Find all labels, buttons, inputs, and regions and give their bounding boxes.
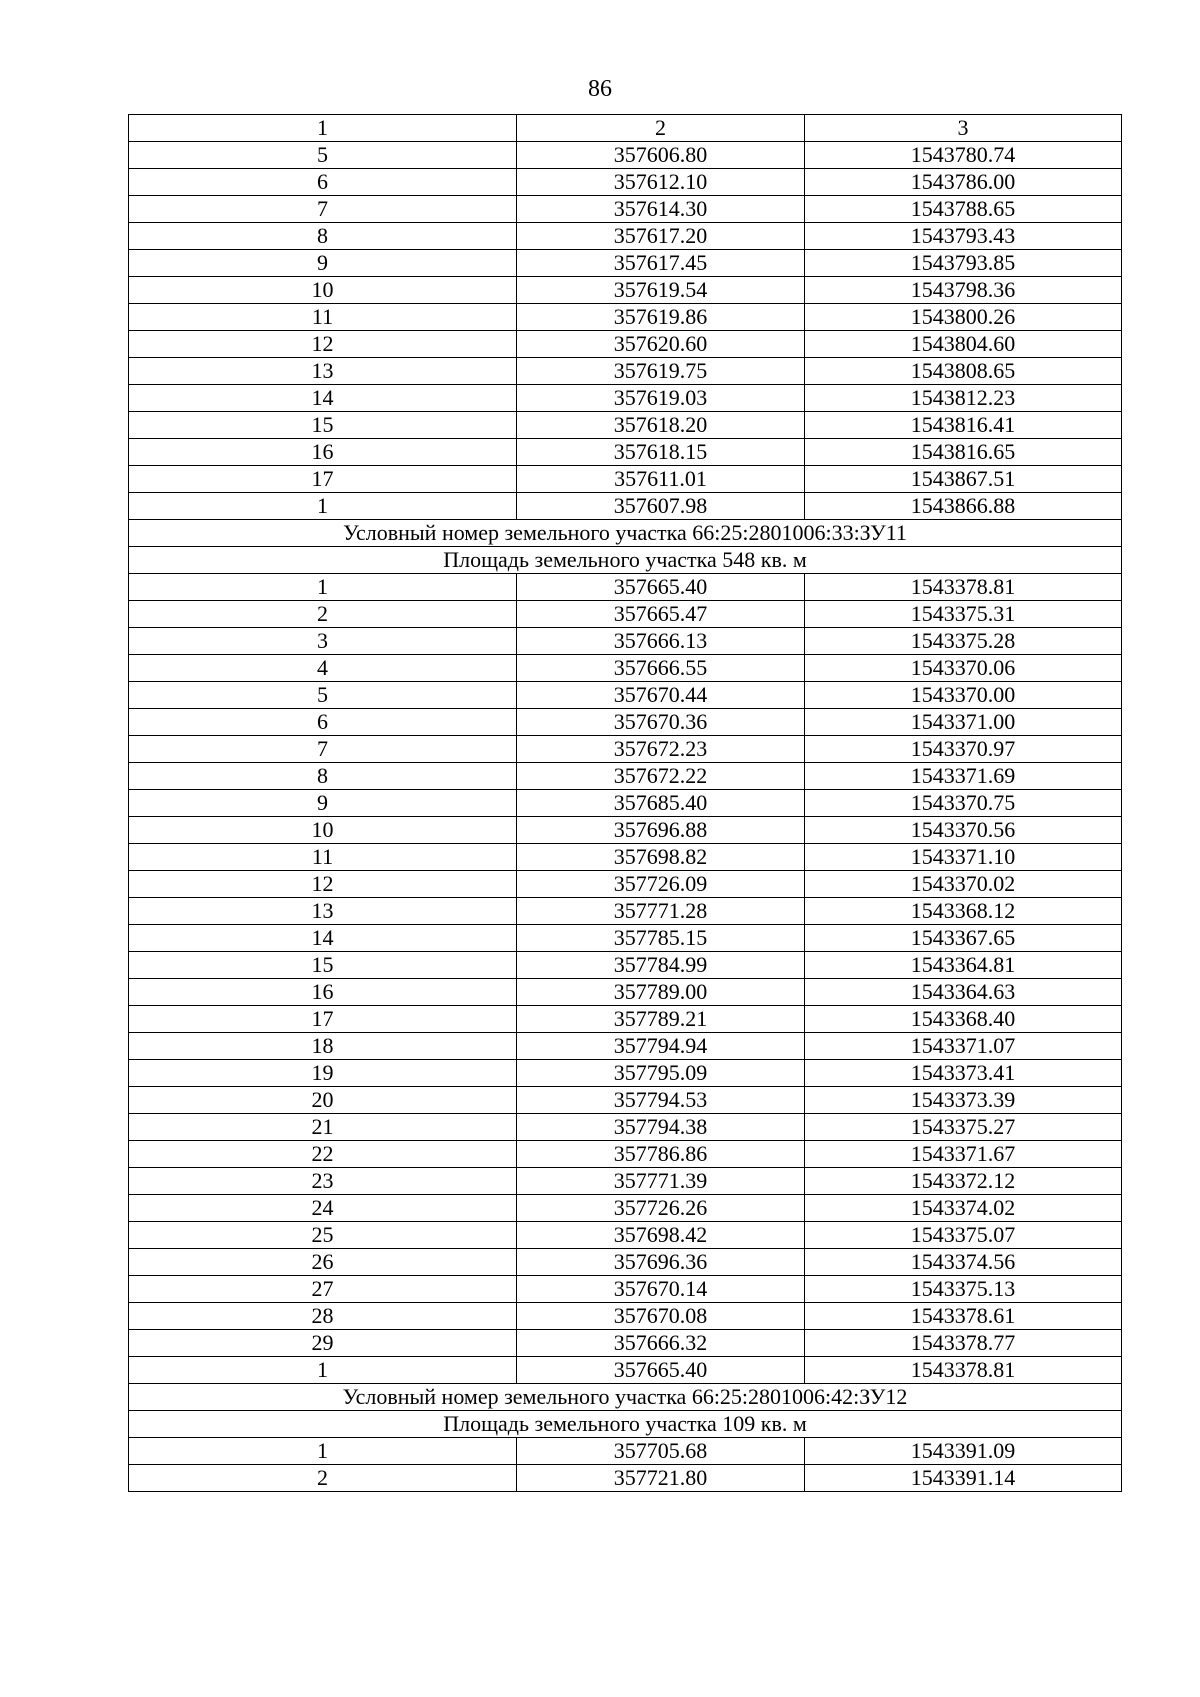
point-number-cell: 24: [129, 1195, 517, 1222]
y-coordinate-cell: 1543371.07: [805, 1033, 1122, 1060]
table-row: [129, 574, 1122, 601]
table-row: [129, 1087, 1122, 1114]
y-coordinate-cell: 1543793.43: [805, 223, 1122, 250]
table-row: [129, 358, 1122, 385]
table-row: [129, 142, 1122, 169]
x-coordinate-cell: 357607.98: [517, 493, 805, 520]
y-coordinate-cell: 1543786.00: [805, 169, 1122, 196]
point-number-cell: 26: [129, 1249, 517, 1276]
y-coordinate-cell: 1543370.75: [805, 790, 1122, 817]
y-coordinate-cell: 1543371.10: [805, 844, 1122, 871]
x-coordinate-cell: 357619.86: [517, 304, 805, 331]
table-header-row: [129, 115, 1122, 142]
x-coordinate-cell: 357789.00: [517, 979, 805, 1006]
point-number-cell: 7: [129, 736, 517, 763]
point-number-cell: 25: [129, 1222, 517, 1249]
x-coordinate-cell: 357665.40: [517, 1357, 805, 1384]
table-row: [129, 1276, 1122, 1303]
table-row: [129, 790, 1122, 817]
x-coordinate-cell: 357619.54: [517, 277, 805, 304]
y-coordinate-cell: 1543370.02: [805, 871, 1122, 898]
table-row: [129, 1006, 1122, 1033]
x-coordinate-cell: 357794.38: [517, 1114, 805, 1141]
x-coordinate-cell: 357617.45: [517, 250, 805, 277]
y-coordinate-cell: 1543375.07: [805, 1222, 1122, 1249]
x-coordinate-cell: 357726.26: [517, 1195, 805, 1222]
table-row: [129, 1114, 1122, 1141]
section-title: Условный номер земельного участка 66:25:2801006:42:ЗУ12: [129, 1384, 1122, 1411]
table-row: [129, 817, 1122, 844]
point-number-cell: 9: [129, 250, 517, 277]
point-number-cell: 28: [129, 1303, 517, 1330]
point-number-cell: 3: [129, 628, 517, 655]
x-coordinate-cell: 357698.82: [517, 844, 805, 871]
point-number-cell: 4: [129, 655, 517, 682]
y-coordinate-cell: 1543816.65: [805, 439, 1122, 466]
y-coordinate-cell: 1543375.28: [805, 628, 1122, 655]
y-coordinate-cell: 1543780.74: [805, 142, 1122, 169]
point-number-cell: 6: [129, 709, 517, 736]
y-coordinate-cell: 1543374.56: [805, 1249, 1122, 1276]
point-number-cell: 1: [129, 493, 517, 520]
y-coordinate-cell: 1543867.51: [805, 466, 1122, 493]
y-coordinate-cell: 1543364.63: [805, 979, 1122, 1006]
x-coordinate-cell: 357670.44: [517, 682, 805, 709]
point-number-cell: 29: [129, 1330, 517, 1357]
y-coordinate-cell: 1543371.67: [805, 1141, 1122, 1168]
table-row: [129, 925, 1122, 952]
x-coordinate-cell: 357795.09: [517, 1060, 805, 1087]
point-number-cell: 10: [129, 277, 517, 304]
x-coordinate-cell: 357620.60: [517, 331, 805, 358]
y-coordinate-cell: 1543371.00: [805, 709, 1122, 736]
table-row: [129, 655, 1122, 682]
table-row: [129, 763, 1122, 790]
y-coordinate-cell: 1543793.85: [805, 250, 1122, 277]
y-coordinate-cell: 1543866.88: [805, 493, 1122, 520]
point-number-cell: 1: [129, 1438, 517, 1465]
section-title: Условный номер земельного участка 66:25:2801006:33:ЗУ11: [129, 520, 1122, 547]
x-coordinate-cell: 357685.40: [517, 790, 805, 817]
table-row: [129, 412, 1122, 439]
x-coordinate-cell: 357670.36: [517, 709, 805, 736]
header-cell-point: 1: [129, 115, 517, 142]
x-coordinate-cell: 357670.14: [517, 1276, 805, 1303]
table-body: [129, 142, 1122, 1492]
table-row: [129, 898, 1122, 925]
table-row: [129, 385, 1122, 412]
x-coordinate-cell: 357619.03: [517, 385, 805, 412]
table-row: [129, 1195, 1122, 1222]
table-row: [129, 1330, 1122, 1357]
x-coordinate-cell: 357696.36: [517, 1249, 805, 1276]
x-coordinate-cell: 357721.80: [517, 1465, 805, 1492]
point-number-cell: 15: [129, 952, 517, 979]
point-number-cell: 17: [129, 466, 517, 493]
x-coordinate-cell: 357794.94: [517, 1033, 805, 1060]
y-coordinate-cell: 1543378.81: [805, 574, 1122, 601]
point-number-cell: 13: [129, 898, 517, 925]
y-coordinate-cell: 1543368.40: [805, 1006, 1122, 1033]
section-row: [129, 547, 1122, 574]
table-row: [129, 493, 1122, 520]
point-number-cell: 8: [129, 223, 517, 250]
table-row: [129, 871, 1122, 898]
y-coordinate-cell: 1543788.65: [805, 196, 1122, 223]
table-row: [129, 979, 1122, 1006]
x-coordinate-cell: 357617.20: [517, 223, 805, 250]
page-number: 86: [588, 76, 612, 102]
table-row: [129, 1465, 1122, 1492]
table-row: [129, 1168, 1122, 1195]
y-coordinate-cell: 1543368.12: [805, 898, 1122, 925]
table-row: [129, 1060, 1122, 1087]
x-coordinate-cell: 357786.86: [517, 1141, 805, 1168]
table-row: [129, 709, 1122, 736]
point-number-cell: 2: [129, 601, 517, 628]
point-number-cell: 22: [129, 1141, 517, 1168]
y-coordinate-cell: 1543391.09: [805, 1438, 1122, 1465]
point-number-cell: 11: [129, 304, 517, 331]
table-row: [129, 601, 1122, 628]
x-coordinate-cell: 357666.13: [517, 628, 805, 655]
x-coordinate-cell: 357794.53: [517, 1087, 805, 1114]
point-number-cell: 27: [129, 1276, 517, 1303]
x-coordinate-cell: 357611.01: [517, 466, 805, 493]
point-number-cell: 8: [129, 763, 517, 790]
table-row: [129, 466, 1122, 493]
table-row: [129, 1357, 1122, 1384]
point-number-cell: 12: [129, 331, 517, 358]
table-row: [129, 1249, 1122, 1276]
table-row: [129, 682, 1122, 709]
y-coordinate-cell: 1543370.00: [805, 682, 1122, 709]
y-coordinate-cell: 1543364.81: [805, 952, 1122, 979]
x-coordinate-cell: 357789.21: [517, 1006, 805, 1033]
table-row: [129, 277, 1122, 304]
y-coordinate-cell: 1543367.65: [805, 925, 1122, 952]
y-coordinate-cell: 1543800.26: [805, 304, 1122, 331]
point-number-cell: 17: [129, 1006, 517, 1033]
coordinates-table: [128, 114, 1122, 1492]
point-number-cell: 10: [129, 817, 517, 844]
table-row: [129, 1033, 1122, 1060]
point-number-cell: 6: [129, 169, 517, 196]
point-number-cell: 14: [129, 385, 517, 412]
x-coordinate-cell: 357771.28: [517, 898, 805, 925]
x-coordinate-cell: 357618.15: [517, 439, 805, 466]
table-row: [129, 952, 1122, 979]
header-cell-y: 3: [805, 115, 1122, 142]
table-row: [129, 736, 1122, 763]
y-coordinate-cell: 1543374.02: [805, 1195, 1122, 1222]
x-coordinate-cell: 357784.99: [517, 952, 805, 979]
section-row: [129, 1384, 1122, 1411]
x-coordinate-cell: 357619.75: [517, 358, 805, 385]
table-row: [129, 169, 1122, 196]
x-coordinate-cell: 357771.39: [517, 1168, 805, 1195]
x-coordinate-cell: 357705.68: [517, 1438, 805, 1465]
table-row: [129, 1141, 1122, 1168]
y-coordinate-cell: 1543370.97: [805, 736, 1122, 763]
x-coordinate-cell: 357672.23: [517, 736, 805, 763]
x-coordinate-cell: 357726.09: [517, 871, 805, 898]
point-number-cell: 15: [129, 412, 517, 439]
x-coordinate-cell: 357696.88: [517, 817, 805, 844]
table-row: [129, 331, 1122, 358]
y-coordinate-cell: 1543375.31: [805, 601, 1122, 628]
point-number-cell: 11: [129, 844, 517, 871]
table-row: [129, 223, 1122, 250]
point-number-cell: 21: [129, 1114, 517, 1141]
y-coordinate-cell: 1543816.41: [805, 412, 1122, 439]
table-row: [129, 304, 1122, 331]
point-number-cell: 20: [129, 1087, 517, 1114]
table-row: [129, 1303, 1122, 1330]
table-row: [129, 196, 1122, 223]
y-coordinate-cell: 1543378.77: [805, 1330, 1122, 1357]
y-coordinate-cell: 1543804.60: [805, 331, 1122, 358]
point-number-cell: 12: [129, 871, 517, 898]
y-coordinate-cell: 1543391.14: [805, 1465, 1122, 1492]
x-coordinate-cell: 357666.55: [517, 655, 805, 682]
point-number-cell: 23: [129, 1168, 517, 1195]
y-coordinate-cell: 1543808.65: [805, 358, 1122, 385]
x-coordinate-cell: 357606.80: [517, 142, 805, 169]
x-coordinate-cell: 357666.32: [517, 1330, 805, 1357]
point-number-cell: 1: [129, 1357, 517, 1384]
point-number-cell: 5: [129, 142, 517, 169]
x-coordinate-cell: 357665.40: [517, 574, 805, 601]
point-number-cell: 1: [129, 574, 517, 601]
table-row: [129, 844, 1122, 871]
x-coordinate-cell: 357618.20: [517, 412, 805, 439]
x-coordinate-cell: 357670.08: [517, 1303, 805, 1330]
x-coordinate-cell: 357612.10: [517, 169, 805, 196]
y-coordinate-cell: 1543378.61: [805, 1303, 1122, 1330]
y-coordinate-cell: 1543371.69: [805, 763, 1122, 790]
y-coordinate-cell: 1543370.56: [805, 817, 1122, 844]
y-coordinate-cell: 1543378.81: [805, 1357, 1122, 1384]
section-row: [129, 1411, 1122, 1438]
point-number-cell: 19: [129, 1060, 517, 1087]
section-title: Площадь земельного участка 109 кв. м: [129, 1411, 1122, 1438]
point-number-cell: 9: [129, 790, 517, 817]
point-number-cell: 16: [129, 979, 517, 1006]
x-coordinate-cell: 357614.30: [517, 196, 805, 223]
y-coordinate-cell: 1543373.39: [805, 1087, 1122, 1114]
table-row: [129, 1438, 1122, 1465]
header-cell-x: 2: [517, 115, 805, 142]
x-coordinate-cell: 357785.15: [517, 925, 805, 952]
point-number-cell: 13: [129, 358, 517, 385]
y-coordinate-cell: 1543373.41: [805, 1060, 1122, 1087]
point-number-cell: 2: [129, 1465, 517, 1492]
x-coordinate-cell: 357698.42: [517, 1222, 805, 1249]
point-number-cell: 18: [129, 1033, 517, 1060]
table-row: [129, 250, 1122, 277]
point-number-cell: 5: [129, 682, 517, 709]
y-coordinate-cell: 1543812.23: [805, 385, 1122, 412]
point-number-cell: 14: [129, 925, 517, 952]
x-coordinate-cell: 357672.22: [517, 763, 805, 790]
y-coordinate-cell: 1543370.06: [805, 655, 1122, 682]
point-number-cell: 7: [129, 196, 517, 223]
point-number-cell: 16: [129, 439, 517, 466]
y-coordinate-cell: 1543375.13: [805, 1276, 1122, 1303]
table-row: [129, 628, 1122, 655]
y-coordinate-cell: 1543372.12: [805, 1168, 1122, 1195]
y-coordinate-cell: 1543798.36: [805, 277, 1122, 304]
y-coordinate-cell: 1543375.27: [805, 1114, 1122, 1141]
table-row: [129, 439, 1122, 466]
section-title: Площадь земельного участка 548 кв. м: [129, 547, 1122, 574]
table-row: [129, 1222, 1122, 1249]
x-coordinate-cell: 357665.47: [517, 601, 805, 628]
section-row: [129, 520, 1122, 547]
